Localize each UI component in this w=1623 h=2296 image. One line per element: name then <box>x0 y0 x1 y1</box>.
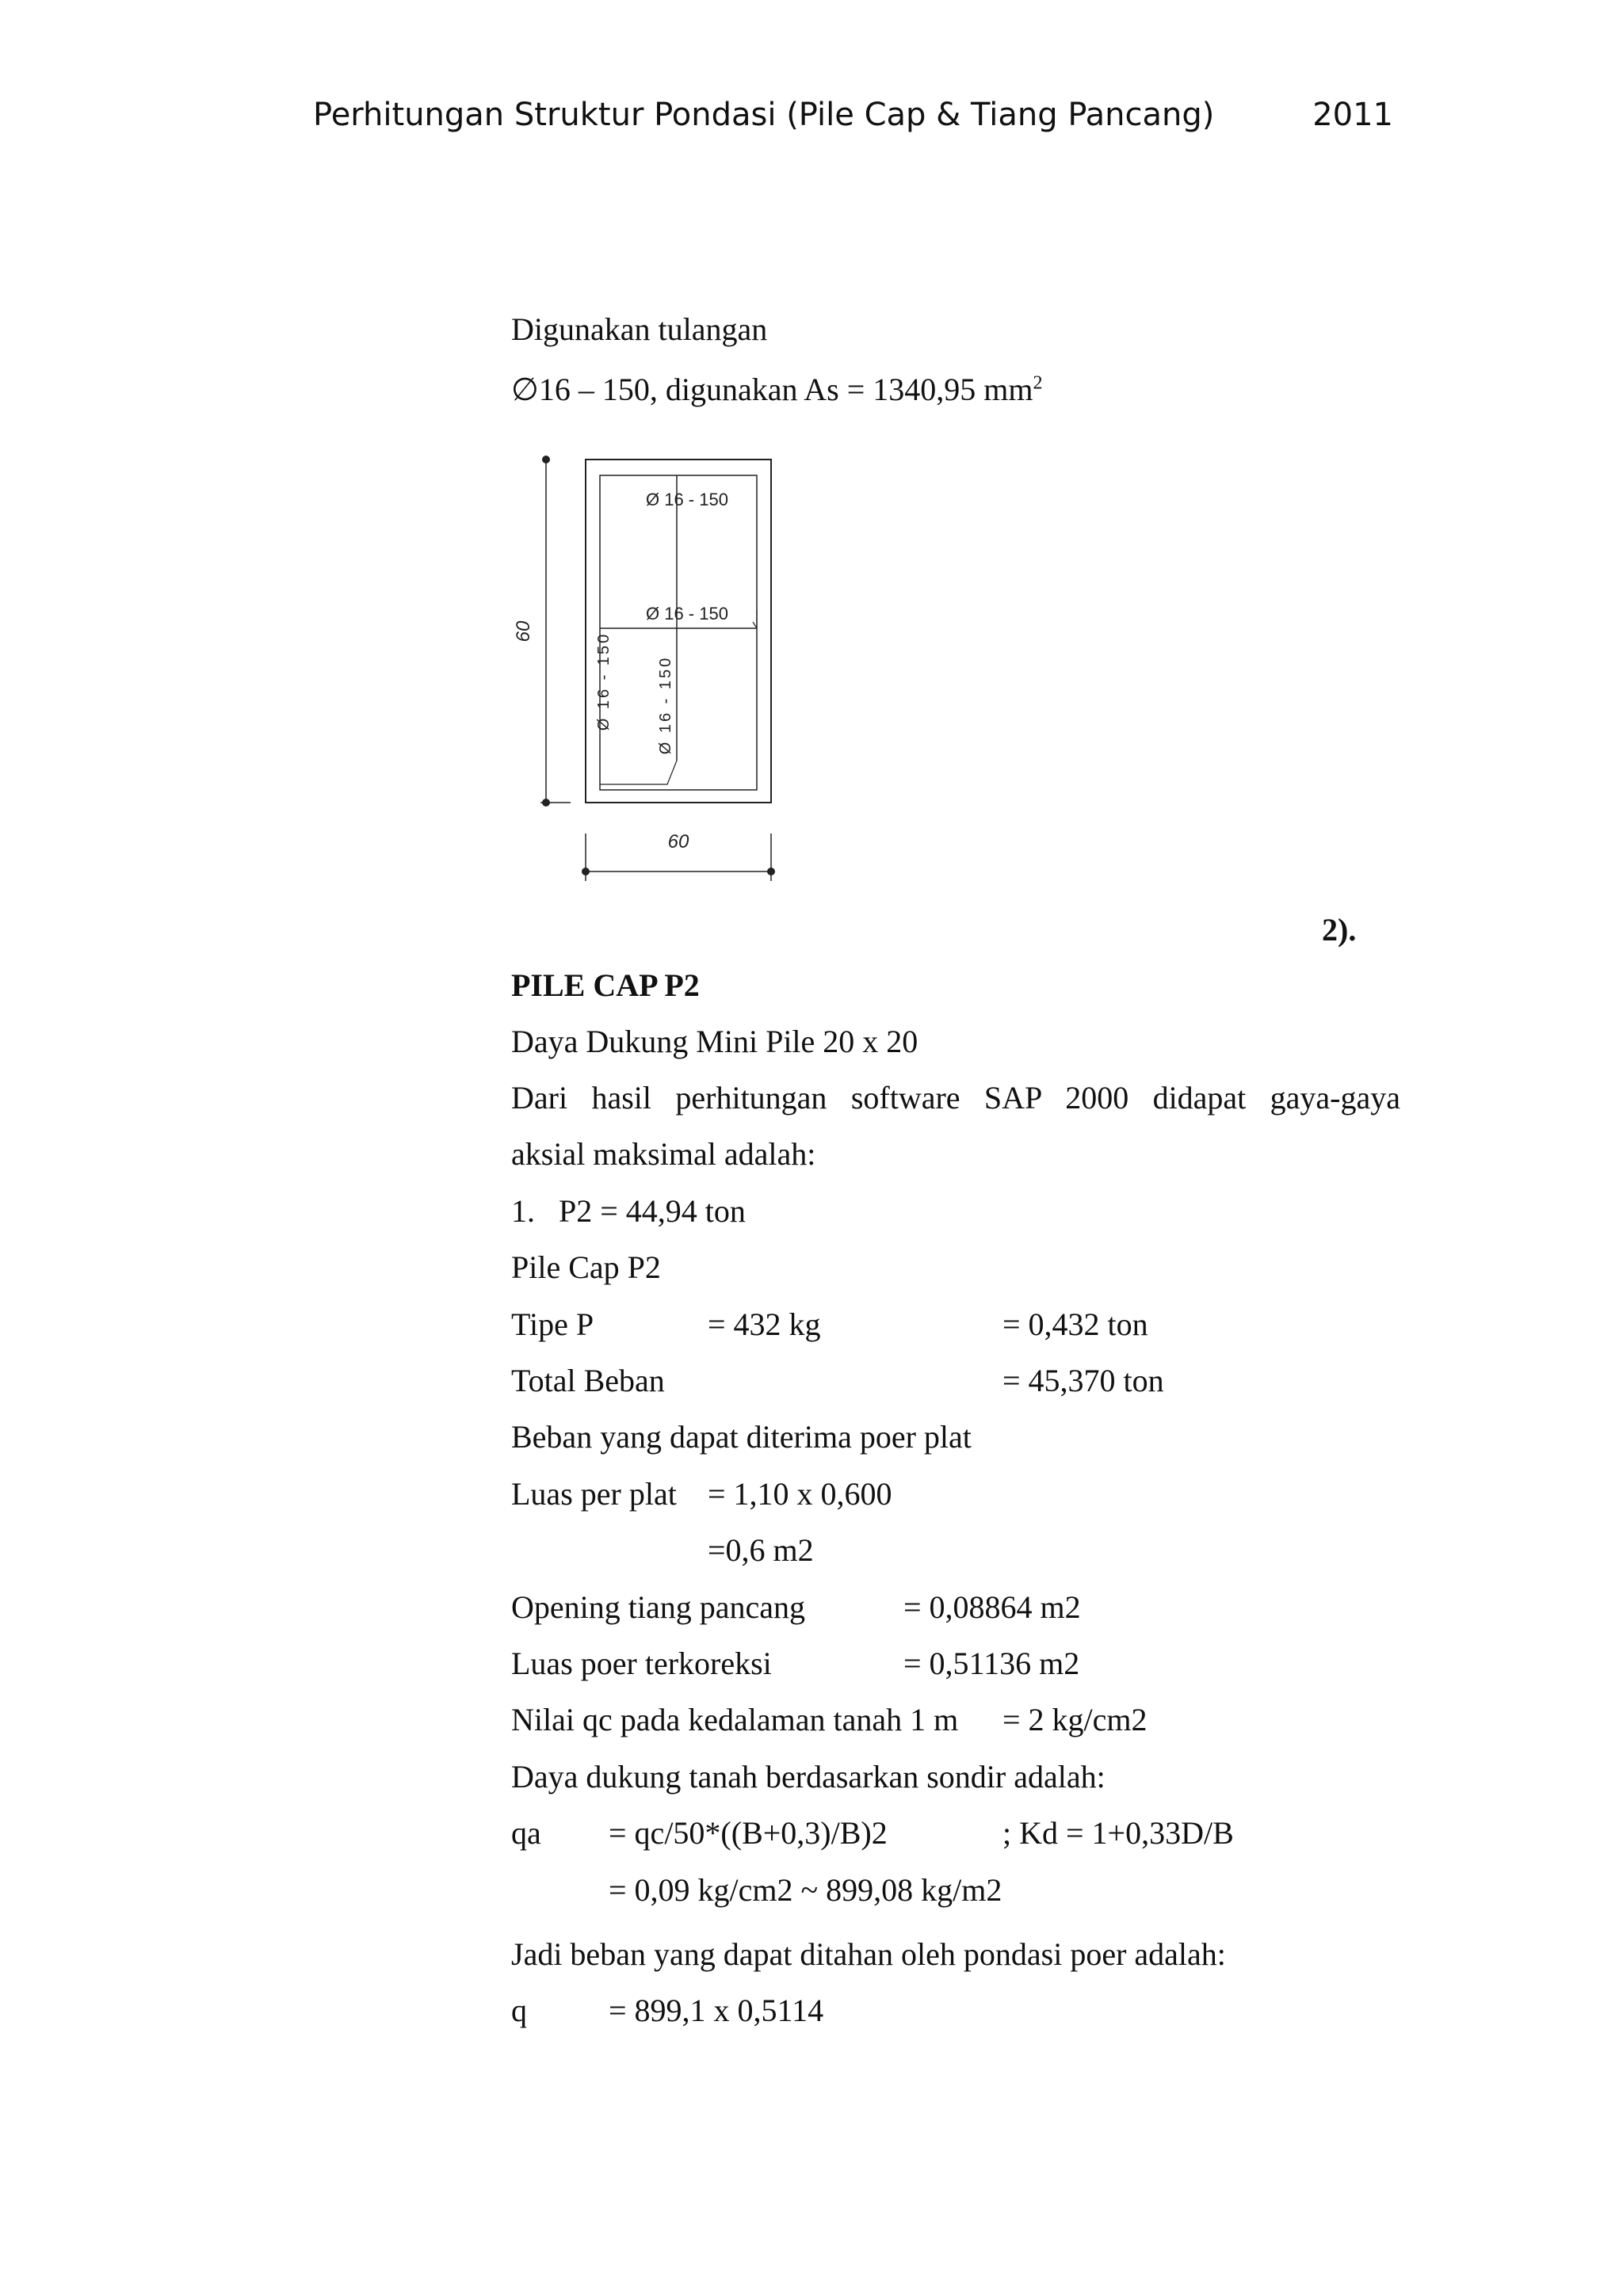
width-dimension-label: 60 <box>667 831 689 852</box>
q-label: q <box>511 1993 527 2028</box>
word: Dari <box>511 1080 568 1116</box>
qa-formula: = qc/50*((B+0,3)/B)2 <box>609 1815 888 1851</box>
paragraph-line-2: aksial maksimal adalah: <box>511 1136 816 1172</box>
qa-label: qa <box>511 1815 541 1851</box>
daya-dukung-line: Daya dukung tanah berdasarkan sondir adalah: <box>511 1759 1106 1794</box>
luas-plat-value: = 1,10 x 0,600 <box>708 1476 892 1512</box>
qa-result: = 0,09 kg/cm2 ~ 899,08 kg/m2 <box>609 1872 1002 1908</box>
height-dimension-label: 60 <box>513 620 534 643</box>
opening-label: Opening tiang pancang <box>511 1589 805 1625</box>
page-header <box>313 97 1393 133</box>
word: SAP <box>983 1080 1041 1116</box>
tipe-label: Tipe P <box>511 1306 594 1342</box>
pile-cap-outline <box>586 460 771 803</box>
header-title: Perhitungan Struktur Pondasi (Pile Cap & Tiang Pancang) <box>313 97 1215 133</box>
section-marker: 2). <box>1322 912 1357 948</box>
word: gaya-gaya <box>1270 1080 1401 1116</box>
hook-mark-bottom <box>600 761 677 784</box>
rebar-label-middle: Ø 16 - 150 <box>646 604 728 624</box>
header-year: 2011 <box>1312 97 1393 133</box>
rebar-spec-line <box>511 371 1043 408</box>
word: software <box>850 1080 960 1116</box>
list-item-text: P2 = 44,94 ton <box>559 1193 746 1229</box>
width-dimension-end-right <box>767 868 775 875</box>
rebar-spec-text: 16 – 150, digunakan As = 1340,95 mm <box>538 372 1033 407</box>
list-item-number: 1. <box>511 1193 535 1229</box>
word: hasil <box>591 1080 651 1116</box>
rebar-label-top: Ø 16 - 150 <box>646 490 728 509</box>
luas-plat-label: Luas per plat <box>511 1476 677 1512</box>
inner-rebar-outline <box>600 475 757 790</box>
height-dimension-end-top <box>542 456 550 463</box>
qc-label: Nilai qc pada kedalaman tanah 1 m <box>511 1702 959 1737</box>
total-beban-value: = 45,370 ton <box>1002 1363 1164 1398</box>
pile-cap-label: Pile Cap P2 <box>511 1249 661 1285</box>
word: didapat <box>1152 1080 1247 1116</box>
rebar-label-inner-vertical: Ø 16 - 150 <box>657 655 674 755</box>
tipe-kg-value: = 432 kg <box>708 1306 821 1342</box>
section-subtitle: Daya Dukung Mini Pile 20 x 20 <box>511 1024 918 1059</box>
qc-value: = 2 kg/cm2 <box>1002 1702 1148 1737</box>
word: perhitungan <box>675 1080 827 1116</box>
luas-poer-value: = 0,51136 m2 <box>903 1646 1080 1681</box>
jadi-line: Jadi beban yang dapat ditahan oleh pondasi poer adalah: <box>511 1936 1226 1972</box>
rebar-heading: Digunakan tulangan <box>511 311 768 347</box>
paragraph-line-1 <box>511 1079 1400 1116</box>
rebar-label-left-vertical: Ø 16 - 150 <box>595 631 613 731</box>
luas-poer-label: Luas poer terkoreksi <box>511 1646 772 1681</box>
width-dimension-end-left <box>582 868 590 875</box>
beban-line: Beban yang dapat diterima poer plat <box>511 1419 972 1455</box>
tipe-ton-value: = 0,432 ton <box>1002 1306 1148 1342</box>
opening-value: = 0,08864 m2 <box>903 1589 1081 1625</box>
kd-formula: ; Kd = 1+0,33D/B <box>1002 1815 1234 1851</box>
luas-plat-result: =0,6 m2 <box>708 1532 814 1568</box>
pile-cap-reinforcement-drawing <box>491 444 824 887</box>
q-formula: = 899,1 x 0,5114 <box>609 1993 824 2028</box>
rebar-spec-superscript: 2 <box>1033 372 1043 394</box>
word: 2000 <box>1065 1080 1129 1116</box>
diameter-symbol: ∅ <box>511 372 539 407</box>
total-beban-label: Total Beban <box>511 1363 665 1398</box>
section-title: PILE CAP P2 <box>511 967 700 1003</box>
